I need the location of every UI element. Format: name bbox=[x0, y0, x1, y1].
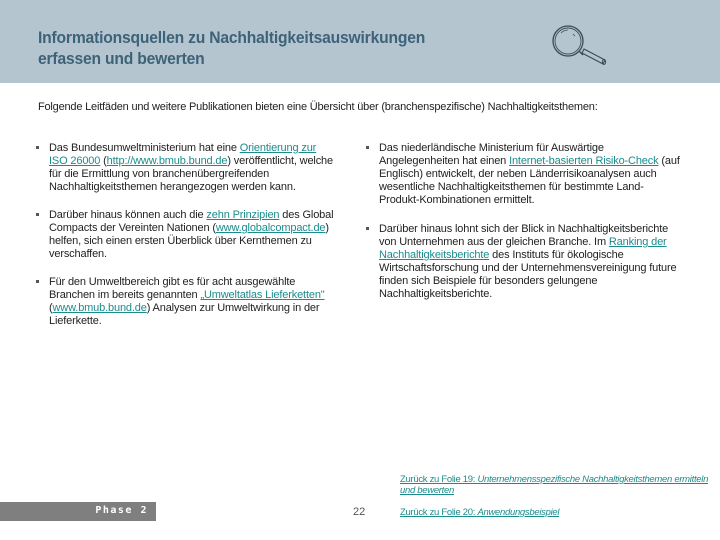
list-item: Darüber hinaus können auch die zehn Prinzipien des Global Compacts der Vereinten Nationen (www.globalcompact.de) helfen, sich einen ersten Überblick über Kernthemen zu verschaffen. bbox=[36, 209, 336, 261]
bullet-icon bbox=[366, 146, 369, 149]
list-item: Das Bundesumweltministerium hat eine Orientierung zur ISO 26000 (http://www.bmub.bund.de) veröffentlicht, welche für die Ermittlung von branchenübergreifenden Nachhaltigkeitsthemen herangezogen werden kann. bbox=[36, 142, 336, 194]
list-item: Darüber hinaus lohnt sich der Blick in Nachhaltigkeitsberichte von Unternehmen aus der gleichen Branche. Im Ranking der Nachhaltigkeitsberichte des Instituts für ökologische Wirtschaftsforschung und der Unternehmensvereinigung future finden sich Beispiele für besonders gelungene Nachhaltigkeitsberichte. bbox=[366, 223, 684, 301]
link-umweltatlas[interactable]: „Umweltatlas Lieferketten" bbox=[200, 289, 325, 301]
link-zehn-prinzipien[interactable]: zehn Prinzipien bbox=[206, 209, 280, 221]
right-column bbox=[366, 142, 684, 301]
back-link-slide-19[interactable]: Zurück zu Folie 19: Unternehmensspezifische Nachhaltigkeitsthemen ermitteln und bewerten bbox=[400, 474, 709, 496]
bullet-icon bbox=[36, 146, 39, 149]
bullet-icon bbox=[366, 227, 369, 230]
list-item: Für den Umweltbereich gibt es für acht ausgewählte Branchen im bereits genannten „Umweltatlas Lieferketten" (www.bmub.bund.de) Analysen zur Umweltwirkung in der Lieferkette. bbox=[36, 276, 336, 328]
page-number: 22 bbox=[353, 506, 366, 518]
left-column bbox=[36, 142, 336, 328]
link-bmub-2[interactable]: www.bmub.bund.de bbox=[52, 302, 147, 314]
back-link-slide-20[interactable]: Zurück zu Folie 20: Anwendungsbeispiel bbox=[400, 507, 560, 518]
link-iso26000[interactable]: Orientierung zur ISO 26000 bbox=[49, 142, 317, 167]
link-risiko-check[interactable]: Internet-basierten Risiko-Check bbox=[509, 155, 659, 167]
bullet-icon bbox=[36, 280, 39, 283]
link-ranking-berichte[interactable]: Ranking der Nachhaltigkeitsberichte bbox=[379, 236, 667, 261]
header-band bbox=[0, 0, 720, 83]
page-title bbox=[38, 27, 480, 69]
link-bmub[interactable]: http://www.bmub.bund.de bbox=[106, 155, 228, 167]
phase-label: Phase 2 bbox=[95, 505, 148, 516]
back-links bbox=[400, 474, 718, 518]
bullet-icon bbox=[36, 213, 39, 216]
phase-badge bbox=[0, 502, 156, 521]
link-globalcompact[interactable]: www.globalcompact.de bbox=[215, 222, 326, 234]
intro-text: Folgende Leitfäden und weitere Publikationen bieten eine Übersicht über (branchenspezifische) Nachhaltigkeitsthemen: bbox=[38, 101, 598, 113]
magnifier-icon bbox=[545, 22, 625, 72]
title-line-1: Informationsquellen zu Nachhaltigkeitsauswirkungen bbox=[38, 28, 426, 47]
title-line-2: erfassen und bewerten bbox=[38, 49, 205, 68]
list-item: Das niederländische Ministerium für Auswärtige Angelegenheiten hat einen Internet-basierten Risiko-Check (auf Englisch) entwickelt, der neben Länderrisikoanalysen auch wesentliche Nachhaltigkeitsthemen für bestimmte Land-Produkt-Kombinationen ermittelt. bbox=[366, 142, 684, 207]
